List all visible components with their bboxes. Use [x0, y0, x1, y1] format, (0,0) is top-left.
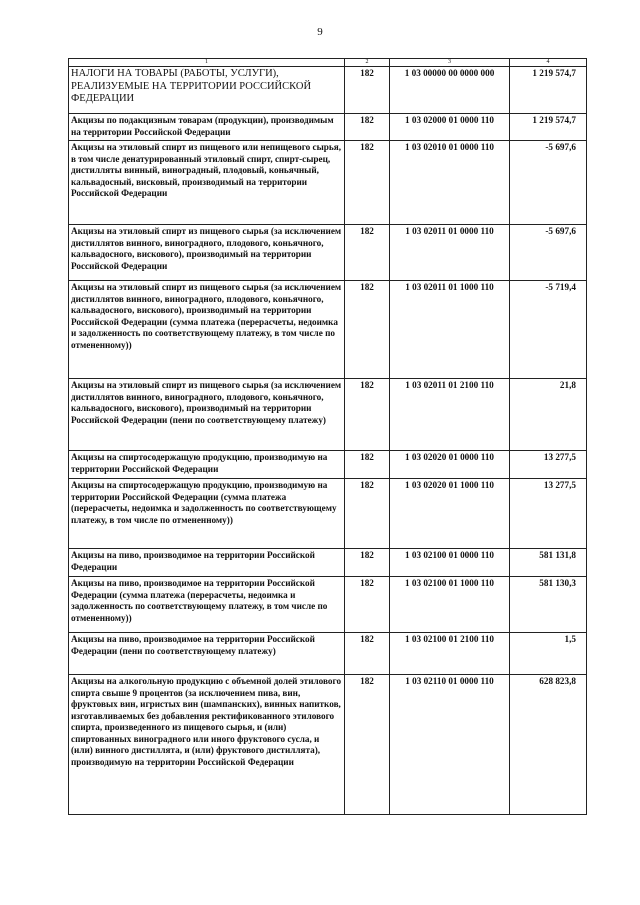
table-row [69, 577, 587, 633]
column-number-row [69, 59, 587, 67]
table-row [69, 675, 587, 815]
row-amount: -5 697,6 [510, 225, 587, 281]
row-amount: 628 823,8 [510, 675, 587, 815]
row-amount: 1 219 574,7 [510, 67, 587, 114]
row-admin-code: 182 [345, 633, 390, 675]
table-row [69, 114, 587, 141]
row-amount: 581 131,8 [510, 549, 587, 577]
row-amount: 581 130,3 [510, 577, 587, 633]
revenue-table [68, 58, 587, 815]
row-name: Акцизы на этиловый спирт из пищевого или непищевого сырья, в том числе денатурированный этиловый спирт, спирт-сырец, дистилляты винный, виноградный, плодовый, коньячный, кальвадосный, висковый, производимый на территории Российской Федерации [69, 141, 345, 225]
table-row [69, 451, 587, 479]
row-name: Акцизы на пиво, производимое на территории Российской Федерации (сумма платежа (перерасчеты, недоимка и задолженность по соответствующему платежу, в том числе по отмененному)) [69, 577, 345, 633]
column-number-4: 4 [510, 59, 587, 67]
page-number: 9 [317, 26, 323, 38]
table-row [69, 549, 587, 577]
row-budget-code: 1 03 02010 01 0000 110 [390, 141, 510, 225]
row-amount: 1 219 574,7 [510, 114, 587, 141]
row-name: Акцизы на этиловый спирт из пищевого сырья (за исключением дистиллятов винного, виноградного, плодового, коньячного, кальвадосного, вискового), производимый на территории Российской Федерации (сумма платежа (перерасчеты, недоимка и задолженность по соответствующему платежу, в том числе по отмененному)) [69, 281, 345, 379]
row-admin-code: 182 [345, 225, 390, 281]
row-admin-code: 182 [345, 281, 390, 379]
row-amount: 13 277,5 [510, 451, 587, 479]
table-row [69, 633, 587, 675]
column-number-2: 2 [345, 59, 390, 67]
column-number-1: 1 [69, 59, 345, 67]
row-budget-code: 1 03 00000 00 0000 000 [390, 67, 510, 114]
row-admin-code: 182 [345, 141, 390, 225]
row-admin-code: 182 [345, 379, 390, 451]
row-budget-code: 1 03 02100 01 1000 110 [390, 577, 510, 633]
row-budget-code: 1 03 02011 01 0000 110 [390, 225, 510, 281]
table-row [69, 281, 587, 379]
row-budget-code: 1 03 02000 01 0000 110 [390, 114, 510, 141]
table-row [69, 479, 587, 549]
row-budget-code: 1 03 02020 01 1000 110 [390, 479, 510, 549]
row-admin-code: 182 [345, 675, 390, 815]
row-name: Акцизы на алкогольную продукцию с объемной долей этилового спирта свыше 9 процентов (за исключением пива, вин, фруктовых вин, игристых вин (шампанских), винных напитков, изготавливаемых без добавления ректификованного этилового спирта, произведенного из пищевого сырья, и (или) спиртованных виноградного или иного фруктового сусла, и (или) винного дистиллята, и (или) фруктового дистиллята), производимую на территории Российской Федерации [69, 675, 345, 815]
row-budget-code: 1 03 02011 01 2100 110 [390, 379, 510, 451]
row-admin-code: 182 [345, 479, 390, 549]
row-admin-code: 182 [345, 577, 390, 633]
column-number-3: 3 [390, 59, 510, 67]
row-budget-code: 1 03 02020 01 0000 110 [390, 451, 510, 479]
revenue-table-container [68, 58, 586, 815]
row-budget-code: 1 03 02011 01 1000 110 [390, 281, 510, 379]
row-budget-code: 1 03 02100 01 2100 110 [390, 633, 510, 675]
row-budget-code: 1 03 02100 01 0000 110 [390, 549, 510, 577]
row-name: Акцизы на пиво, производимое на территории Российской Федерации [69, 549, 345, 577]
row-budget-code: 1 03 02110 01 0000 110 [390, 675, 510, 815]
row-amount: 13 277,5 [510, 479, 587, 549]
row-amount: -5 719,4 [510, 281, 587, 379]
table-row [69, 379, 587, 451]
row-amount: 21,8 [510, 379, 587, 451]
row-admin-code: 182 [345, 67, 390, 114]
row-amount: -5 697,6 [510, 141, 587, 225]
row-admin-code: 182 [345, 114, 390, 141]
row-name: Акцизы по подакцизным товарам (продукции), производимым на территории Российской Федерации [69, 114, 345, 141]
row-name: Акцизы на спиртосодержащую продукцию, производимую на территории Российской Федерации (сумма платежа (перерасчеты, недоимка и задолженность по соответствующему платежу, в том числе по отмененному)) [69, 479, 345, 549]
row-name: Акцизы на этиловый спирт из пищевого сырья (за исключением дистиллятов винного, виноградного, плодового, коньячного, кальвадосного, вискового), производимый на территории Российской Федерации (пени по соответствующему платежу) [69, 379, 345, 451]
table-row [69, 67, 587, 114]
table-row [69, 225, 587, 281]
row-name: НАЛОГИ НА ТОВАРЫ (РАБОТЫ, УСЛУГИ), РЕАЛИЗУЕМЫЕ НА ТЕРРИТОРИИ РОССИЙСКОЙ ФЕДЕРАЦИИ [69, 67, 345, 114]
row-admin-code: 182 [345, 549, 390, 577]
row-admin-code: 182 [345, 451, 390, 479]
row-amount: 1,5 [510, 633, 587, 675]
table-row [69, 141, 587, 225]
row-name: Акцизы на спиртосодержащую продукцию, производимую на территории Российской Федерации [69, 451, 345, 479]
row-name: Акцизы на этиловый спирт из пищевого сырья (за исключением дистиллятов винного, виноградного, плодового, коньячного, кальвадосного, вискового), производимый на территории Российской Федерации [69, 225, 345, 281]
row-name: Акцизы на пиво, производимое на территории Российской Федерации (пени по соответствующему платежу) [69, 633, 345, 675]
